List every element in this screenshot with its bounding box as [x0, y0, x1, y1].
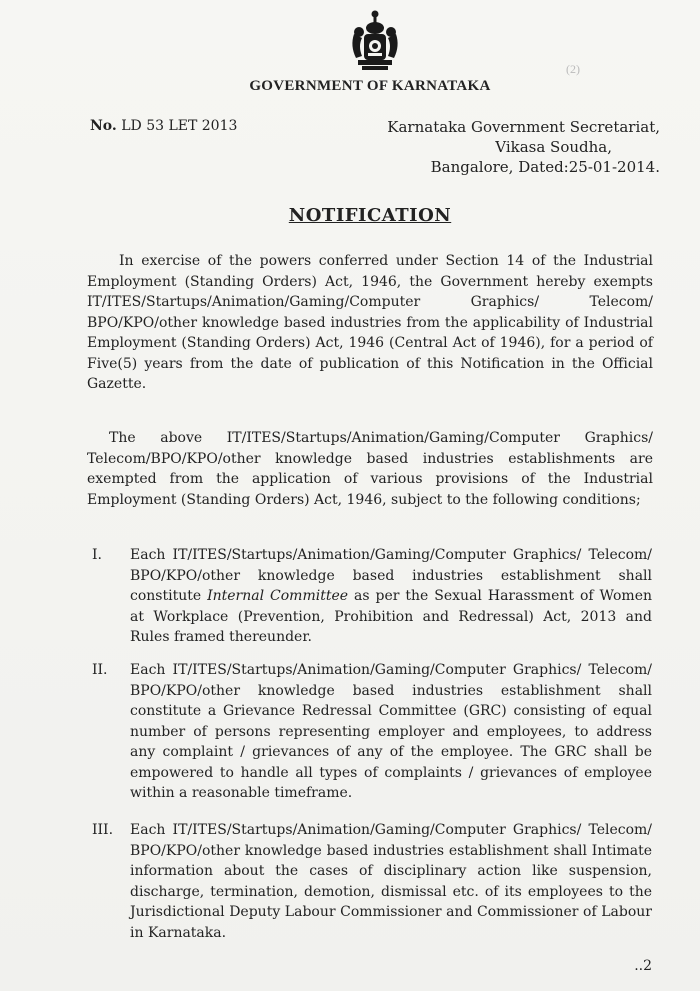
notification-title: NOTIFICATION — [288, 205, 452, 226]
condition-number: II. — [92, 662, 108, 678]
internal-committee-emphasis: Internal Committee — [207, 588, 349, 604]
condition-text: Each IT/ITES/Startups/Animation/Gaming/Computer Graphics/ Telecom/ BPO/KPO/other knowledge based industries establishment shall constitute a Grievance Redressal Committee (GRC) consisting of equal number of persons representing employer and employees, to address any complaint / grievances of any of the employee. The GRC shall be empowered to handle all types of complaints / grievances of employee within a reasonable timeframe. — [130, 662, 652, 801]
condition-number: III. — [92, 822, 114, 838]
ref-label: No. — [90, 118, 117, 134]
address-line-2: Vikasa Soudha, — [495, 138, 612, 156]
condition-text: Each IT/ITES/Startups/Animation/Gaming/Computer Graphics/ Telecom/ BPO/KPO/other knowledge based industries establishment shall constitute Internal Committee as per the Sexual Harassment of Women at Workplace (Prevention, Prohibition and Redressal) Act, 2013 and Rules framed thereunder. — [130, 547, 653, 645]
address-line-3: Bangalore, Dated:25-01-2014. — [430, 158, 660, 176]
ref-value: LD 53 LET 2013 — [121, 118, 238, 134]
condition-number: I. — [92, 547, 102, 563]
address-line-1: Karnataka Government Secretariat, — [387, 118, 660, 136]
karnataka-emblem-icon — [346, 8, 404, 76]
page-continuation-marker: ..2 — [634, 958, 652, 974]
government-heading: GOVERNMENT OF KARNATAKA — [249, 78, 491, 94]
paragraph-1: In exercise of the powers conferred under Section 14 of the Industrial Employment (Standing Orders) Act, 1946, the Government hereby exempts IT/ITES/Startups/Animation/Gaming/Computer Graphics/ Telecom/ BPO/KPO/other knowledge based industries from the applicability of Industrial Employment (Standing Orders) Act, 1946 (Central Act of 1946), for a period of Five(5) years from the date of publication of this Notification in the Official Gazette. — [87, 253, 653, 392]
address-block — [387, 117, 660, 177]
paragraph-2: The above IT/ITES/Startups/Animation/Gaming/Computer Graphics/ Telecom/BPO/KPO/other knowledge based industries establishments are exempted from the application of various provisions of the Industrial Employment (Standing Orders) Act, 1946, subject to the following conditions; — [87, 430, 653, 508]
condition-text: Each IT/ITES/Startups/Animation/Gaming/Computer Graphics/ Telecom/ BPO/KPO/other knowledge based industries establishment shall Intimate information about the cases of disciplinary action like suspension, discharge, termination, demotion, dismissal etc. of its employees to the Jurisdictional Deputy Labour Commissioner and Commissioner of Labour in Karnataka. — [130, 822, 652, 941]
reference-number — [90, 118, 237, 134]
corner-mark: (2) — [566, 62, 580, 76]
